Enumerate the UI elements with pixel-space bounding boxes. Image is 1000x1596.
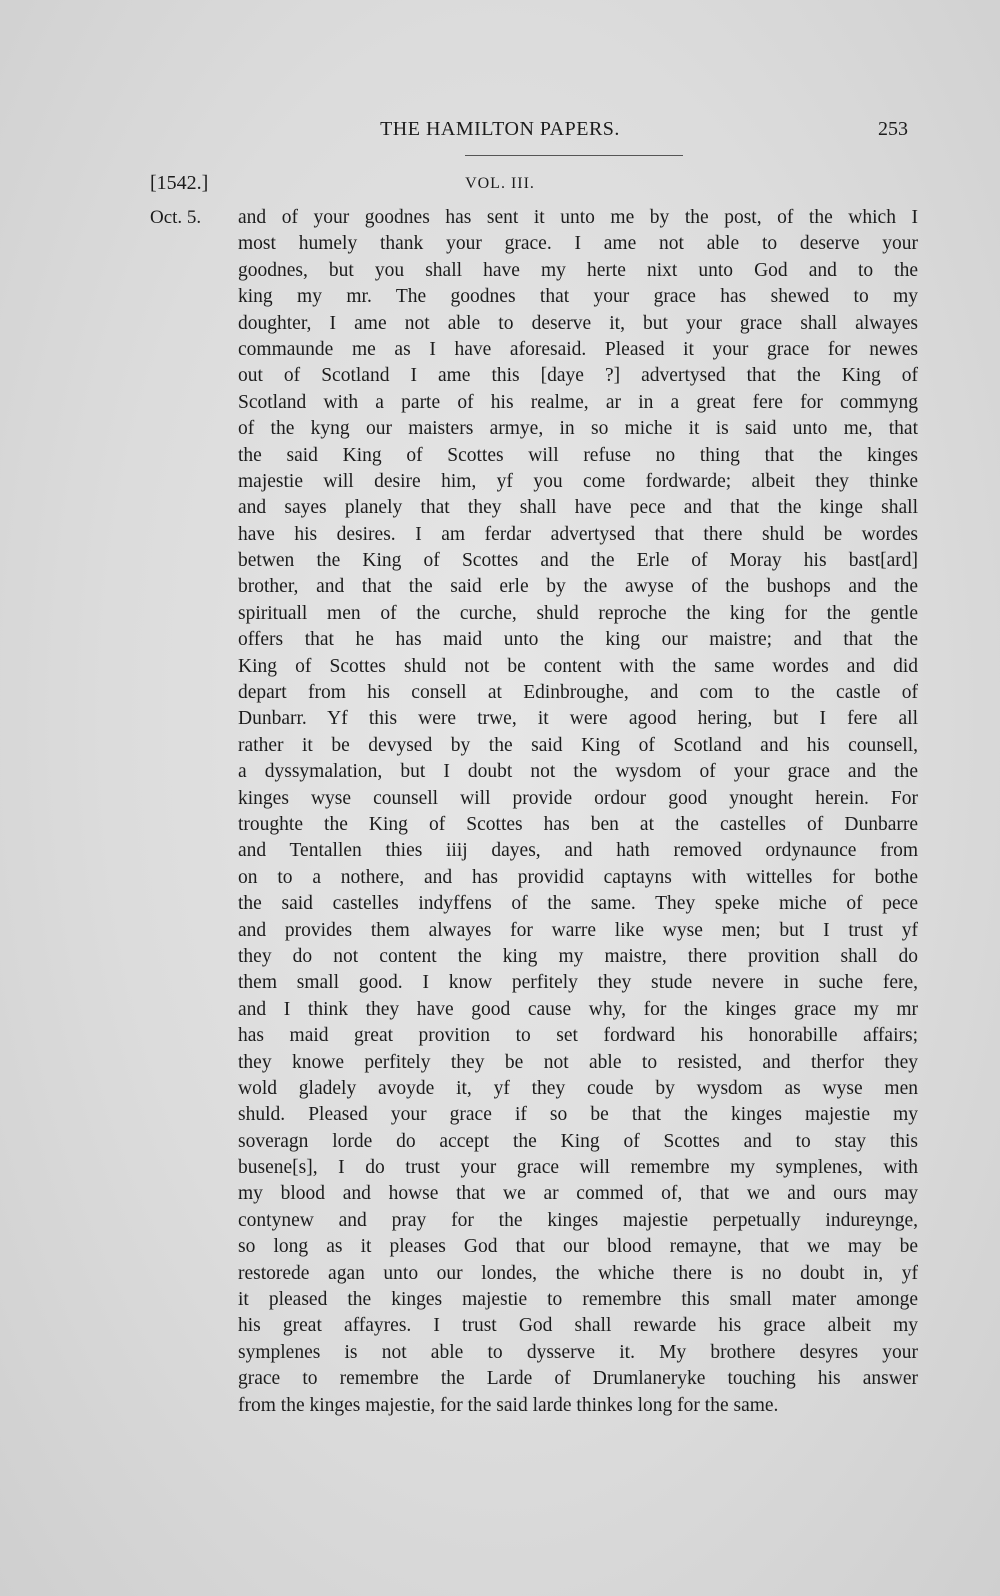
text-line: most humely thank your grace. I ame not able to deserve your [238, 233, 918, 255]
margin-date: Oct. 5. [150, 207, 202, 228]
text-line: contynew and pray for the kinges majestie perpetually indureynge, [238, 1209, 918, 1231]
text-line: kinges wyse counsell will provide ordour good ynought herein. For [238, 787, 918, 809]
text-line: troughte the King of Scottes has ben at the castelles of Dunbarre [238, 813, 918, 835]
text-line: spirituall men of the curche, shuld reproche the king for the gentle [238, 602, 918, 624]
text-line: them small good. I know perfitely they stude nevere in suche fere, [238, 972, 918, 994]
text-line: king my mr. The goodnes that your grace has shewed to my [238, 286, 918, 308]
running-head [0, 118, 1000, 148]
text-line: depart from his consell at Edinbroughe, and com to the castle of [238, 682, 918, 704]
text-line: has maid great provition to set fordward his honorabille affairs; [238, 1025, 918, 1047]
text-line: doughter, I ame not able to deserve it, but your grace shall alwayes [238, 312, 918, 334]
text-line: grace to remembre the Larde of Drumlaneryke touching his answer [238, 1368, 918, 1390]
text-line: brother, and that the said erle by the awyse of the bushops and the [238, 576, 918, 598]
text-line: a dyssymalation, but I doubt not the wysdom of your grace and the [238, 761, 918, 783]
letter-body [238, 205, 918, 1419]
text-line: the said King of Scottes will refuse no thing that the kinges [238, 444, 918, 466]
text-line: my blood and howse that we ar commed of, that we and ours may [238, 1183, 918, 1205]
text-line: and provides them alwayes for warre like wyse men; but I trust yf [238, 919, 918, 941]
running-title: THE HAMILTON PAPERS. [380, 118, 620, 140]
text-line: rather it be devysed by the said King of Scotland and his counsell, [238, 734, 918, 756]
text-line: and of your goodnes has sent it unto me by the post, of the which I [238, 207, 918, 228]
text-line: and sayes planely that they shall have pece and that the kinge shall [238, 497, 918, 519]
text-line: offers that he has maid unto the king our maistre; and that the [238, 629, 918, 651]
text-line: goodnes, but you shall have my herte nixt unto God and to the [238, 259, 918, 281]
text-line: from the kinges majestie, for the said larde thinkes long for the same. [238, 1394, 779, 1416]
text-line: of the kyng our maisters armye, in so miche it is said unto me, that [238, 418, 918, 440]
text-line: they knowe perfitely they be not able to resisted, and therfor they [238, 1051, 918, 1073]
text-line: and Tentallen thies iiij dayes, and hath removed ordynaunce from [238, 840, 918, 862]
page-number: 253 [878, 118, 908, 140]
text-line: it pleased the kinges majestie to remembre this small mater amonge [238, 1289, 918, 1311]
text-line: shuld. Pleased your grace if so be that the kinges majestie my [238, 1104, 918, 1126]
text-line: out of Scotland I ame this [daye ?] advertysed that the King of [238, 365, 918, 387]
text-line: majestie will desire him, yf you come fordwarde; albeit they thinke [238, 470, 918, 492]
text-line: wold gladely avoyde it, yf they coude by wysdom as wyse men [238, 1077, 918, 1099]
volume-label: VOL. III. [465, 175, 535, 192]
text-line: on to a nothere, and has providid captayns with wittelles for bothe [238, 866, 918, 888]
text-line: Dunbarr. Yf this were trwe, it were agood hering, but I fere all [238, 708, 918, 730]
text-line: busene[s], I do trust your grace will remembre my symplenes, with [238, 1157, 918, 1179]
text-line: restorede agan unto our londes, the whiche there is no doubt in, yf [238, 1262, 918, 1284]
text-line: and I think they have good cause why, for the kinges grace my mr [238, 998, 918, 1020]
text-line: they do not content the king my maistre, there provition shall do [238, 945, 918, 967]
text-line: symplenes is not able to dysserve it. My brothere desyres your [238, 1341, 918, 1363]
text-line: commaunde me as I have aforesaid. Pleased it your grace for newes [238, 338, 918, 360]
text-line: Scotland with a parte of his realme, ar in a great fere for commyng [238, 391, 918, 413]
text-line: the said castelles indyffens of the same. They speke miche of pece [238, 893, 918, 915]
text-line: soveragn lorde do accept the King of Scottes and to stay this [238, 1130, 918, 1152]
header-rule [465, 155, 683, 156]
text-line: King of Scottes shuld not be content with the same wordes and did [238, 655, 918, 677]
text-line: have his desires. I am ferdar advertysed that there shuld be wordes [238, 523, 918, 545]
text-line: his great affayres. I trust God shall rewarde his grace albeit my [238, 1315, 918, 1337]
text-line: betwen the King of Scottes and the Erle of Moray his bast[ard] [238, 550, 918, 572]
year-marker: [1542.] [150, 172, 209, 194]
text-line: so long as it pleases God that our blood remayne, that we may be [238, 1236, 918, 1258]
